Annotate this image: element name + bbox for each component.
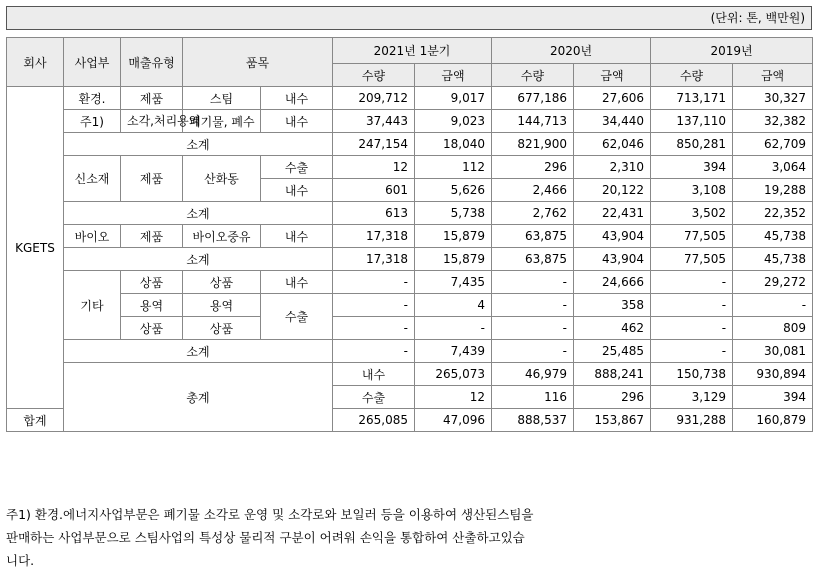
market-cell: 수출 [333, 386, 415, 409]
header-division: 사업부 [64, 38, 121, 87]
value-cell: 15,879 [415, 248, 492, 271]
value-cell: 63,875 [492, 225, 574, 248]
value-cell: 3,064 [733, 156, 813, 179]
value-cell: 809 [733, 317, 813, 340]
value-cell: 7,439 [415, 340, 492, 363]
market-cell: 내수 [261, 225, 333, 248]
item-cell: 용역 [183, 294, 261, 317]
value-cell: 24,666 [574, 271, 651, 294]
value-cell: 713,171 [651, 87, 733, 110]
subtotal-label: 소계 [64, 248, 333, 271]
value-cell: 43,904 [574, 248, 651, 271]
value-cell: 931,288 [651, 409, 733, 432]
value-cell: 32,382 [733, 110, 813, 133]
item-cell: 폐기물, 폐수 [183, 110, 261, 133]
value-cell: 613 [333, 202, 415, 225]
company-name: KGETS [7, 87, 64, 409]
market-cell: 수출 [261, 294, 333, 340]
division-cell: 바이오 [64, 225, 121, 248]
sales-type-cell: 상품 [121, 317, 183, 340]
header-amt: 금액 [574, 64, 651, 87]
value-cell: 19,288 [733, 179, 813, 202]
market-cell: 수출 [261, 156, 333, 179]
value-cell: 17,318 [333, 225, 415, 248]
table-row [7, 225, 813, 248]
table-row [7, 110, 813, 133]
header-2021q1: 2021년 1분기 [333, 38, 492, 64]
value-cell: 77,505 [651, 248, 733, 271]
footnote-line: 판매하는 사업부문으로 스팀사업의 특성상 물리적 구분이 어려워 손익을 통합하여 산출하고있습 [6, 530, 525, 545]
value-cell: 150,738 [651, 363, 733, 386]
value-cell: 77,505 [651, 225, 733, 248]
market-cell: 내수 [333, 363, 415, 386]
value-cell: - [333, 271, 415, 294]
division-cell: 신소재 [64, 156, 121, 202]
value-cell: 677,186 [492, 87, 574, 110]
value-cell: 17,318 [333, 248, 415, 271]
value-cell: 116 [492, 386, 574, 409]
sales-type-cell: 상품 [121, 271, 183, 294]
value-cell: 9,023 [415, 110, 492, 133]
value-cell: 394 [651, 156, 733, 179]
sales-table [6, 37, 813, 432]
value-cell: 37,443 [333, 110, 415, 133]
value-cell: 209,712 [333, 87, 415, 110]
sales-type-cell: 제품 [121, 225, 183, 248]
header-company: 회사 [7, 38, 64, 87]
subtotal-row [7, 248, 813, 271]
value-cell: - [333, 317, 415, 340]
value-cell: 5,738 [415, 202, 492, 225]
value-cell: 45,738 [733, 248, 813, 271]
header-item: 품목 [183, 38, 333, 87]
value-cell: 7,435 [415, 271, 492, 294]
value-cell: 25,485 [574, 340, 651, 363]
market-cell: 내수 [261, 110, 333, 133]
value-cell: 296 [574, 386, 651, 409]
value-cell: 22,431 [574, 202, 651, 225]
value-cell: 153,867 [574, 409, 651, 432]
value-cell: 5,626 [415, 179, 492, 202]
value-cell: 4 [415, 294, 492, 317]
header-amt: 금액 [415, 64, 492, 87]
value-cell: 2,762 [492, 202, 574, 225]
value-cell: - [651, 294, 733, 317]
value-cell: 888,537 [492, 409, 574, 432]
market-cell: 내수 [261, 87, 333, 110]
value-cell: 2,310 [574, 156, 651, 179]
value-cell: 3,502 [651, 202, 733, 225]
value-cell: 888,241 [574, 363, 651, 386]
value-cell: 45,738 [733, 225, 813, 248]
value-cell: 62,046 [574, 133, 651, 156]
value-cell: - [651, 317, 733, 340]
sales-type-cell: 제품 [121, 87, 183, 110]
subtotal-row [7, 340, 813, 363]
subtotal-label: 소계 [64, 133, 333, 156]
item-cell: 바이오중유 [183, 225, 261, 248]
sales-type-cell: 소각,처리용역 [121, 110, 183, 133]
total-label: 총계 [64, 363, 333, 432]
value-cell: 47,096 [415, 409, 492, 432]
item-cell: 산화동 [183, 156, 261, 202]
value-cell: 46,979 [492, 363, 574, 386]
value-cell: 930,894 [733, 363, 813, 386]
value-cell: 27,606 [574, 87, 651, 110]
division-cell: 기타 [64, 271, 121, 340]
value-cell: 30,327 [733, 87, 813, 110]
value-cell: 850,281 [651, 133, 733, 156]
header-sales-type: 매출유형 [121, 38, 183, 87]
table-row [7, 87, 813, 110]
value-cell: 12 [415, 386, 492, 409]
item-cell: 상품 [183, 317, 261, 340]
subtotal-row [7, 133, 813, 156]
sales-type-cell: 용역 [121, 294, 183, 317]
subtotal-label: 소계 [64, 202, 333, 225]
header-qty: 수량 [651, 64, 733, 87]
value-cell: 30,081 [733, 340, 813, 363]
value-cell: - [333, 340, 415, 363]
value-cell: - [492, 317, 574, 340]
market-cell: 합계 [7, 409, 64, 432]
subtotal-label: 소계 [64, 340, 333, 363]
value-cell: 12 [333, 156, 415, 179]
value-cell: 296 [492, 156, 574, 179]
footnote-line: 니다. [6, 553, 35, 568]
header-amt: 금액 [733, 64, 813, 87]
value-cell: 29,272 [733, 271, 813, 294]
header-qty: 수량 [333, 64, 415, 87]
header-qty: 수량 [492, 64, 574, 87]
item-cell: 스팀 [183, 87, 261, 110]
value-cell: 22,352 [733, 202, 813, 225]
value-cell: 9,017 [415, 87, 492, 110]
value-cell: 20,122 [574, 179, 651, 202]
value-cell: 601 [333, 179, 415, 202]
division-cell: 주1) [64, 110, 121, 133]
value-cell: 247,154 [333, 133, 415, 156]
table-row [7, 317, 813, 340]
division-cell: 환경. [64, 87, 121, 110]
table-row [7, 156, 813, 179]
value-cell: 137,110 [651, 110, 733, 133]
value-cell: 821,900 [492, 133, 574, 156]
value-cell: 15,879 [415, 225, 492, 248]
value-cell: 112 [415, 156, 492, 179]
value-cell: 63,875 [492, 248, 574, 271]
footnote-line: 주1) 환경.에너지사업부문은 폐기물 소각로 운영 및 소각로와 보일러 등을 이용하여 생산된스팀을 [6, 507, 534, 522]
value-cell: - [415, 317, 492, 340]
value-cell: 358 [574, 294, 651, 317]
header-2019: 2019년 [651, 38, 813, 64]
market-cell: 내수 [261, 179, 333, 202]
value-cell: 43,904 [574, 225, 651, 248]
value-cell: - [733, 294, 813, 317]
item-cell: 상품 [183, 271, 261, 294]
table-row [7, 294, 813, 317]
unit-label: (단위: 톤, 백만원) [6, 6, 812, 30]
subtotal-row [7, 202, 813, 225]
value-cell: 394 [733, 386, 813, 409]
total-row [7, 363, 813, 386]
value-cell: 160,879 [733, 409, 813, 432]
value-cell: 3,129 [651, 386, 733, 409]
value-cell: 2,466 [492, 179, 574, 202]
value-cell: - [492, 271, 574, 294]
value-cell: - [492, 294, 574, 317]
value-cell: 144,713 [492, 110, 574, 133]
sales-type-cell: 제품 [121, 156, 183, 202]
value-cell: - [651, 271, 733, 294]
header-2020: 2020년 [492, 38, 651, 64]
value-cell: - [333, 294, 415, 317]
value-cell: 3,108 [651, 179, 733, 202]
value-cell: 34,440 [574, 110, 651, 133]
value-cell: 18,040 [415, 133, 492, 156]
value-cell: 265,085 [333, 409, 415, 432]
table-row [7, 271, 813, 294]
value-cell: - [651, 340, 733, 363]
value-cell: 462 [574, 317, 651, 340]
market-cell: 내수 [261, 271, 333, 294]
value-cell: 62,709 [733, 133, 813, 156]
value-cell: 265,073 [415, 363, 492, 386]
value-cell: - [492, 340, 574, 363]
